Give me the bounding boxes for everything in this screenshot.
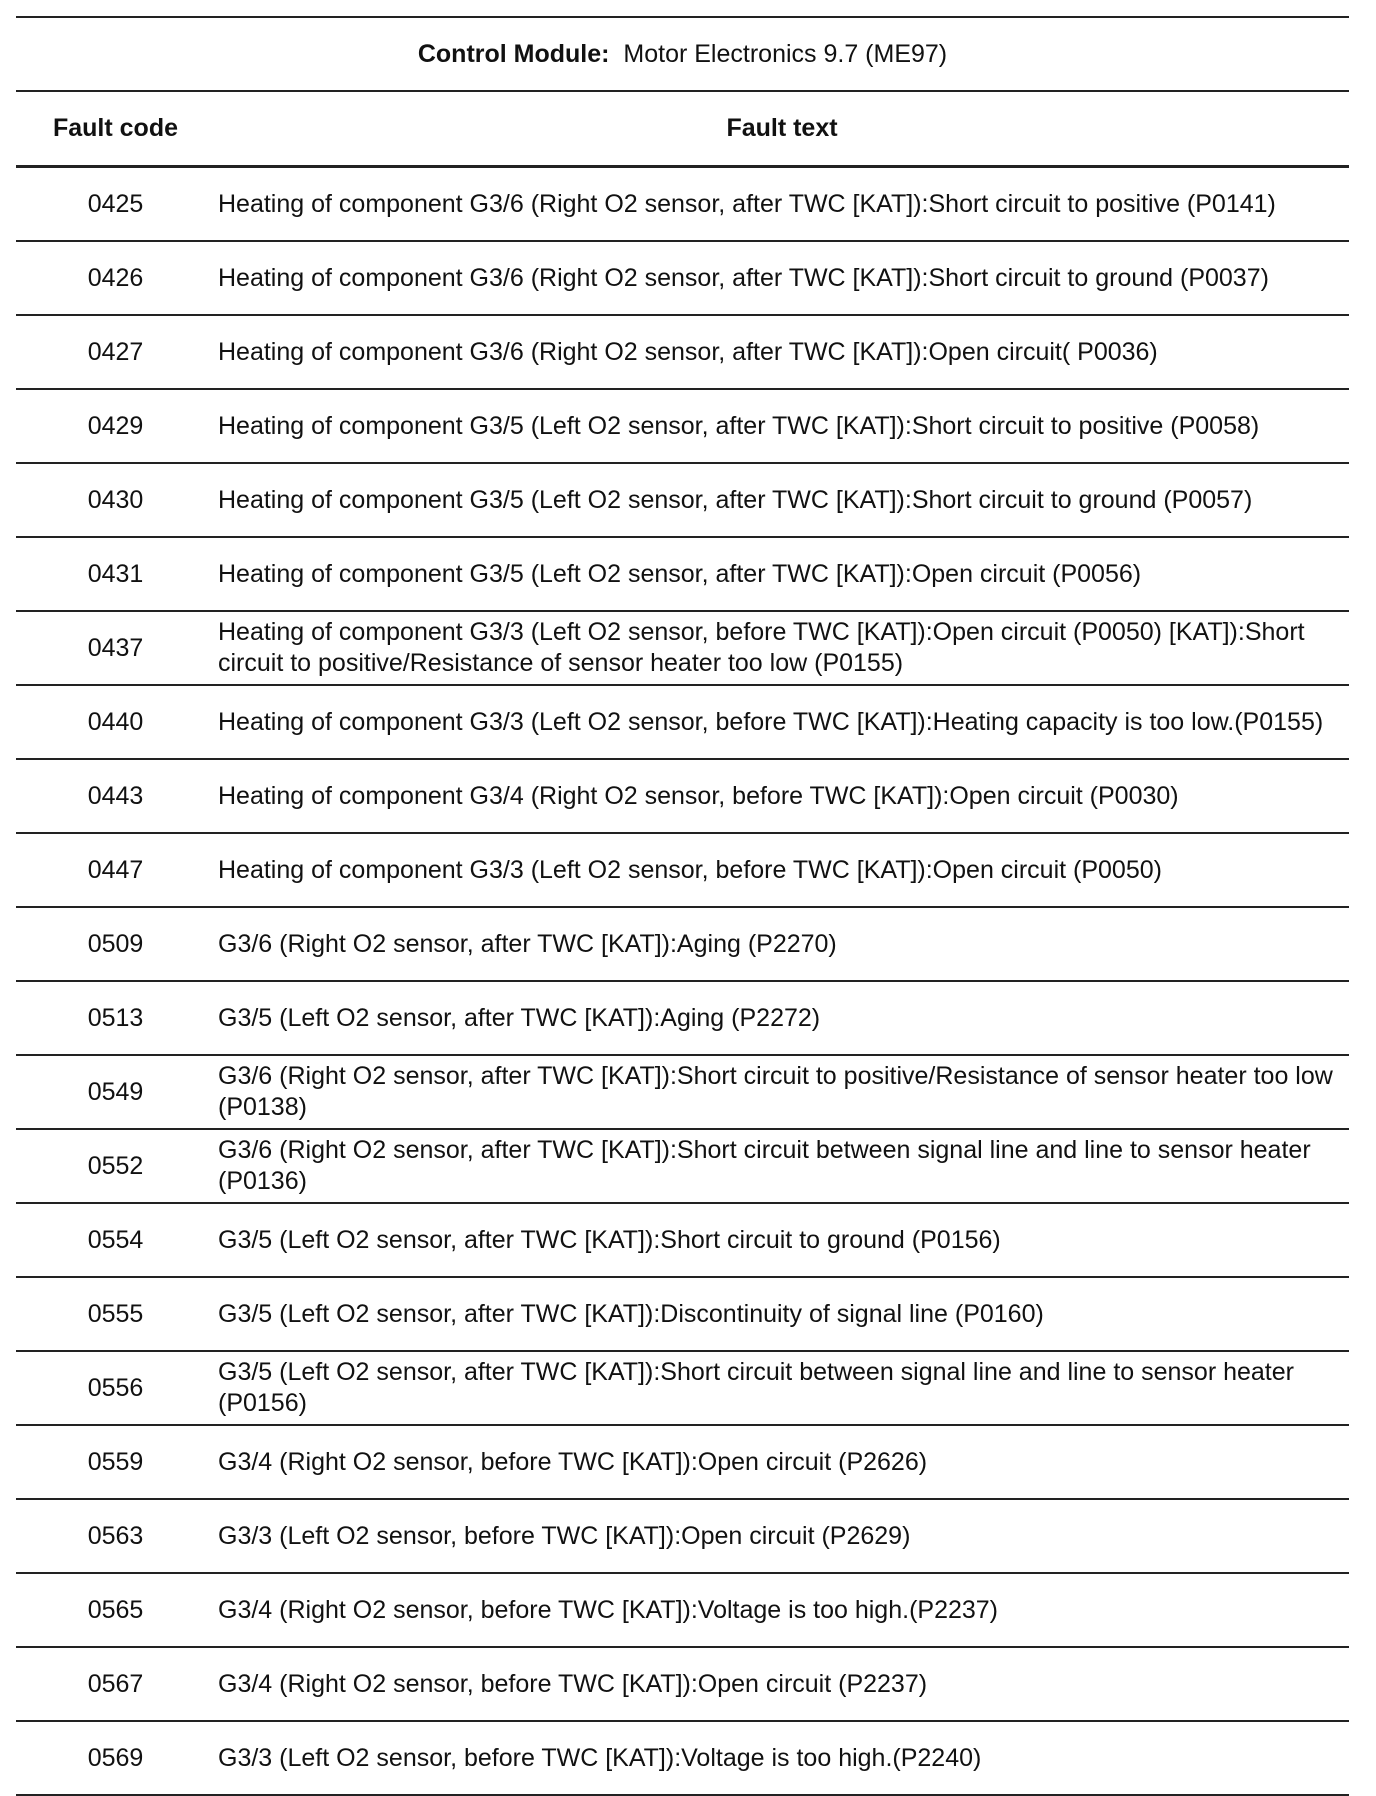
table-row (16, 1277, 1349, 1351)
fault-code-cell: 0554 (16, 1203, 215, 1277)
fault-text-cell: G3/5 (Left O2 sensor, after TWC [KAT]):Short circuit to ground (P0156) (215, 1203, 1349, 1277)
control-module-cell (16, 17, 1349, 91)
fault-text-cell: G3/4 (Right O2 sensor, before TWC [KAT]):Open circuit (P2237) (215, 1647, 1349, 1721)
fault-code-cell: 0427 (16, 315, 215, 389)
fault-code-cell: 0443 (16, 759, 215, 833)
table-row (16, 1055, 1349, 1129)
fault-text-cell: Heating of component G3/5 (Left O2 sensor, after TWC [KAT]):Short circuit to ground (P0057) (215, 463, 1349, 537)
table-row (16, 167, 1349, 242)
fault-code-cell: 0429 (16, 389, 215, 463)
fault-text-cell: Heating of component G3/3 (Left O2 sensor, before TWC [KAT]):Open circuit (P0050) [KAT]):Short circuit to positive/Resistance of sensor heater too low (P0155) (215, 611, 1349, 685)
fault-text-cell: G3/6 (Right O2 sensor, after TWC [KAT]):Short circuit between signal line and line to sensor heater (P0136) (215, 1129, 1349, 1203)
fault-text-header: Fault text (215, 91, 1349, 167)
control-module-row (16, 17, 1349, 91)
table-row (16, 685, 1349, 759)
fault-text-cell: Heating of component G3/6 (Right O2 sensor, after TWC [KAT]):Short circuit to positive (P0141) (215, 167, 1349, 242)
fault-text-cell: Heating of component G3/5 (Left O2 sensor, after TWC [KAT]):Short circuit to positive (P0058) (215, 389, 1349, 463)
table-row (16, 759, 1349, 833)
control-module-label: Control Module: (417, 39, 610, 68)
fault-code-cell: 0555 (16, 1277, 215, 1351)
fault-text-cell: G3/4 (Right O2 sensor, before TWC [KAT]):Open circuit (P2626) (215, 1425, 1349, 1499)
fault-code-cell: 0565 (16, 1573, 215, 1647)
table-row (16, 1203, 1349, 1277)
column-header-row (16, 91, 1349, 167)
table-row (16, 1351, 1349, 1425)
table-row (16, 537, 1349, 611)
table-row (16, 1499, 1349, 1573)
fault-code-cell: 0509 (16, 907, 215, 981)
fault-code-cell: 0556 (16, 1351, 215, 1425)
fault-text-cell: G3/5 (Left O2 sensor, after TWC [KAT]):Discontinuity of signal line (P0160) (215, 1277, 1349, 1351)
fault-code-cell: 0549 (16, 1055, 215, 1129)
table-row (16, 1721, 1349, 1795)
fault-text-cell: Heating of component G3/3 (Left O2 sensor, before TWC [KAT]):Heating capacity is too low.(P0155) (215, 685, 1349, 759)
fault-code-cell: 0569 (16, 1721, 215, 1795)
fault-code-cell: 0426 (16, 241, 215, 315)
table-row (16, 611, 1349, 685)
fault-text-cell: G3/3 (Left O2 sensor, before TWC [KAT]):Open circuit (P2629) (215, 1499, 1349, 1573)
table-row (16, 1647, 1349, 1721)
fault-code-cell: 0440 (16, 685, 215, 759)
fault-text-cell: Heating of component G3/3 (Left O2 sensor, before TWC [KAT]):Open circuit (P0050) (215, 833, 1349, 907)
fault-text-cell: G3/4 (Right O2 sensor, before TWC [KAT]):Voltage is too high.(P2237) (215, 1573, 1349, 1647)
fault-code-cell: 0513 (16, 981, 215, 1055)
fault-code-table (16, 16, 1349, 1796)
fault-code-document (16, 16, 1349, 1796)
fault-text-cell: G3/5 (Left O2 sensor, after TWC [KAT]):Short circuit between signal line and line to sensor heater (P0156) (215, 1351, 1349, 1425)
fault-code-header: Fault code (16, 91, 215, 167)
fault-code-cell: 0437 (16, 611, 215, 685)
fault-code-cell: 0567 (16, 1647, 215, 1721)
fault-code-cell: 0447 (16, 833, 215, 907)
table-row (16, 241, 1349, 315)
fault-text-cell: Heating of component G3/4 (Right O2 sensor, before TWC [KAT]):Open circuit (P0030) (215, 759, 1349, 833)
fault-text-cell: Heating of component G3/6 (Right O2 sensor, after TWC [KAT]):Open circuit( P0036) (215, 315, 1349, 389)
fault-text-cell: Heating of component G3/5 (Left O2 sensor, after TWC [KAT]):Open circuit (P0056) (215, 537, 1349, 611)
table-row (16, 315, 1349, 389)
table-row (16, 981, 1349, 1055)
table-row (16, 1425, 1349, 1499)
table-row (16, 389, 1349, 463)
fault-text-cell: Heating of component G3/6 (Right O2 sensor, after TWC [KAT]):Short circuit to ground (P0037) (215, 241, 1349, 315)
fault-code-cell: 0430 (16, 463, 215, 537)
fault-code-cell: 0431 (16, 537, 215, 611)
table-row (16, 463, 1349, 537)
fault-code-cell: 0563 (16, 1499, 215, 1573)
control-module-value: Motor Electronics 9.7 (ME97) (623, 39, 948, 68)
fault-text-cell: G3/3 (Left O2 sensor, before TWC [KAT]):Voltage is too high.(P2240) (215, 1721, 1349, 1795)
fault-code-cell: 0425 (16, 167, 215, 242)
table-row (16, 1129, 1349, 1203)
fault-code-cell: 0559 (16, 1425, 215, 1499)
fault-rows (16, 167, 1349, 1796)
table-row (16, 1573, 1349, 1647)
table-row (16, 907, 1349, 981)
fault-text-cell: G3/6 (Right O2 sensor, after TWC [KAT]):Short circuit to positive/Resistance of sensor heater too low (P0138) (215, 1055, 1349, 1129)
fault-text-cell: G3/5 (Left O2 sensor, after TWC [KAT]):Aging (P2272) (215, 981, 1349, 1055)
fault-text-cell: G3/6 (Right O2 sensor, after TWC [KAT]):Aging (P2270) (215, 907, 1349, 981)
fault-code-cell: 0552 (16, 1129, 215, 1203)
table-row (16, 833, 1349, 907)
